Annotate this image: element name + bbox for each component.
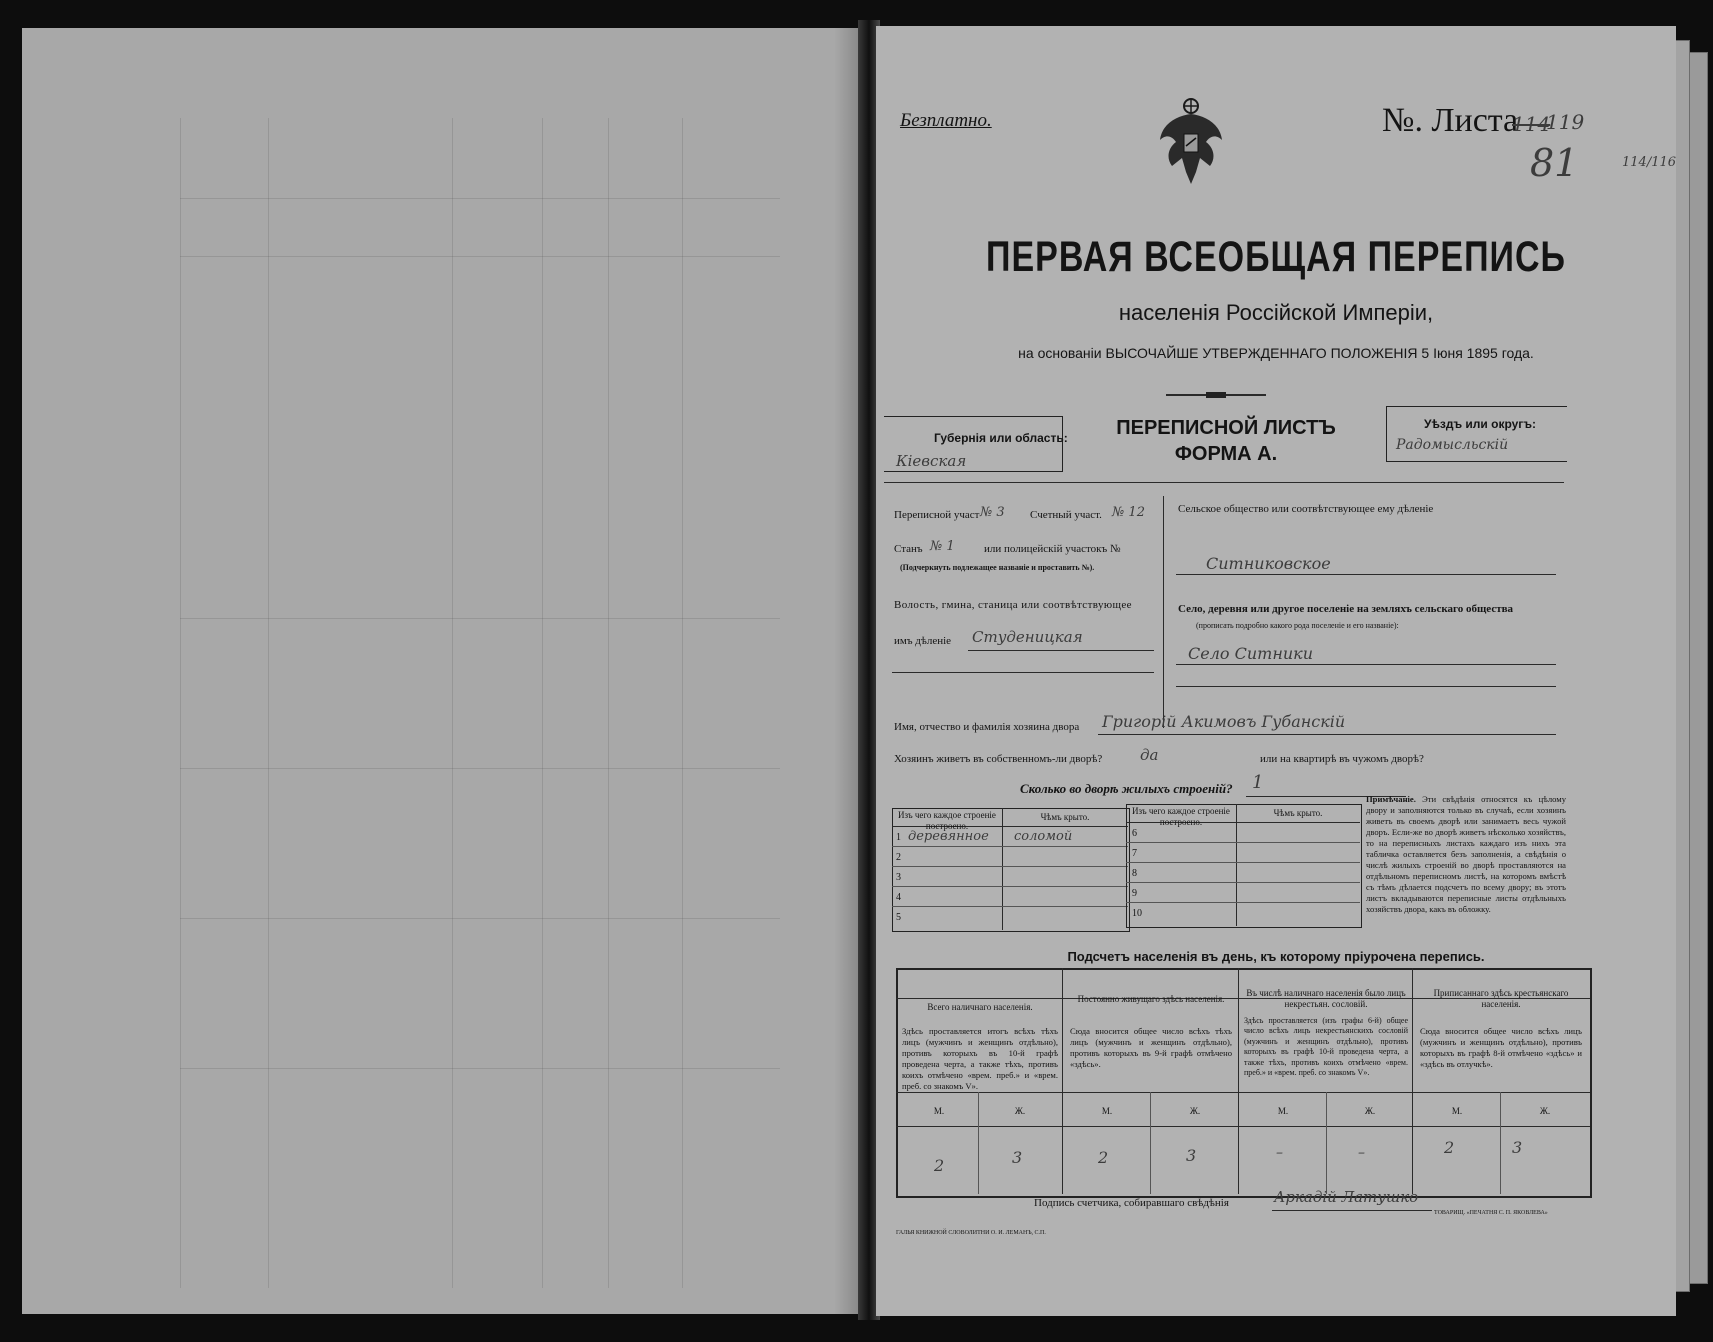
signature-value: Аркадій Латушко bbox=[1274, 1188, 1419, 1206]
document-title: ПЕРВАЯ ВСЕОБЩАЯ ПЕРЕПИСЬ bbox=[986, 233, 1566, 281]
count-title: Подсчетъ населенія въ день, къ которому пріурочена перепись. bbox=[1067, 949, 1485, 964]
field-line bbox=[1098, 734, 1556, 735]
row-number: 5 bbox=[896, 912, 901, 923]
ornament-rule bbox=[1206, 392, 1226, 398]
owner-lives-label: Хозяинъ живетъ въ собственномъ-ли дворѣ? bbox=[894, 753, 1103, 765]
underline-note: (Подчеркнуть подлежащее названіе и проставить №). bbox=[900, 563, 1095, 572]
divider bbox=[884, 482, 1564, 483]
volost-label-2: имъ дѣленіе bbox=[894, 635, 952, 647]
printer-right: ТОВАРИЩ. «ПЕЧАТНЯ С. П. ЯКОВЛЕВА» bbox=[1434, 1210, 1548, 1216]
buildings-label: Сколько во дворѣ жилыхъ строеній? bbox=[1020, 781, 1233, 796]
selo-label: Село, деревня или другое поселеніе на земляхъ сельскаго общества bbox=[1178, 603, 1514, 615]
selo-value: Село Ситники bbox=[1188, 644, 1314, 663]
note-lead: Примѣчаніе. bbox=[1366, 794, 1416, 804]
free-label: Безплатно. bbox=[900, 110, 992, 131]
note-body: Эти свѣдѣнія относятся къ цѣлому двору и заполняются только въ случаѣ, если хозяинъ живетъ въ своемъ дворѣ или занимаетъ весь чужой дворъ. Если-же во дворѣ живетъ нѣсколько хозяйствъ, то на переписныхъ листахъ каждаго изъ нихъ эта табличка оставляется безъ заполненія, а свѣдѣнія о числѣ жилыхъ строеній во дворѣ проставляются на отдѣльномъ переписномъ листѣ, на которомъ вмѣстѣ съ тѣмъ дѣлается подсчетъ по всему двору; въ этотъ листъ вкладываются переписные листы отдѣльныхъ хозяйствъ двора, какъ въ обложку. bbox=[1366, 794, 1566, 914]
count-male-value: 2 bbox=[934, 1156, 945, 1175]
field-line bbox=[968, 650, 1154, 651]
count-col-head: Приписаннаго здѣсь крестьянскаго населенія. bbox=[1433, 988, 1569, 1009]
row-number: 9 bbox=[1132, 888, 1137, 899]
field-line bbox=[1176, 686, 1556, 687]
building-roof: соломой bbox=[1014, 829, 1073, 844]
field-line bbox=[892, 672, 1154, 673]
gubernia-value: Кіевская bbox=[896, 452, 967, 470]
row-number: 3 bbox=[896, 872, 901, 883]
stan-number: № 1 bbox=[930, 539, 955, 554]
male-label: М. bbox=[933, 1106, 945, 1116]
count-female-value: 3 bbox=[1012, 1148, 1023, 1167]
schetny-number: № 12 bbox=[1112, 505, 1145, 520]
owner-name-label: Имя, отчество и фамилія хозяина двора bbox=[894, 721, 1080, 733]
uchastok-label: Переписной участ bbox=[894, 509, 980, 521]
count-col-desc: Здѣсь проставляется итогъ всѣхъ тѣхъ лицъ (мужчинъ и женщинъ отдѣльно), противъ которыхъ въ 10-й графѣ проведена черта, а также тѣхъ, противъ коихъ отмѣчено «врем. преб.» и «врем. преб. со знакомъ V». bbox=[902, 1026, 1058, 1091]
count-col-desc: Сюда вносится общее число всѣхъ лицъ (мужчинъ и женщинъ отдѣльно), противъ которыхъ въ графѣ 8-й отмѣчено «здѣсь» и «здѣсь въ отлучкѣ». bbox=[1420, 1026, 1582, 1069]
volost-value: Студеницкая bbox=[972, 628, 1083, 646]
row-number: 8 bbox=[1132, 868, 1137, 879]
male-label: М. bbox=[1451, 1106, 1463, 1116]
uezd-box bbox=[1386, 406, 1567, 462]
folio-number: 81 bbox=[1530, 141, 1579, 185]
document-subtitle: населенія Россійской Имперіи, bbox=[1118, 300, 1434, 325]
field-line bbox=[1176, 574, 1556, 575]
owner-lives-alt: или на квартирѣ въ чужомъ дворѣ? bbox=[1260, 753, 1424, 765]
printer-left: ГАЛЬЯ КНИЖНОЙ СЛОВОЛИТНИ О. И. ЛЕМАНЪ, С.П. bbox=[896, 1230, 1046, 1236]
male-label: М. bbox=[1277, 1106, 1289, 1116]
obshchestvo-value: Ситниковское bbox=[1206, 554, 1331, 573]
police-label: или полицейскій участокъ № bbox=[984, 543, 1121, 555]
female-label: Ж. bbox=[1014, 1106, 1026, 1116]
row-number: 1 bbox=[896, 832, 901, 843]
sheet-number-label: №. Листа bbox=[1382, 102, 1519, 139]
col-roof-header: Чѣмъ крыто. bbox=[1040, 812, 1090, 822]
row-number: 10 bbox=[1132, 908, 1142, 919]
note-text bbox=[1366, 794, 1566, 915]
row-number: 4 bbox=[896, 892, 901, 903]
stan-label: Станъ bbox=[894, 543, 923, 555]
male-label: М. bbox=[1101, 1106, 1113, 1116]
count-male-value: 2 bbox=[1444, 1138, 1455, 1157]
divider bbox=[1163, 496, 1164, 728]
count-female-value: 3 bbox=[1512, 1138, 1523, 1157]
selo-hint: (прописать подробно какого рода поселеніе и его названіе): bbox=[1196, 621, 1399, 630]
col-material-header: Изъ чего каждое строеніе построено. bbox=[1132, 806, 1230, 827]
legal-basis: на основаніи ВЫСОЧАЙШЕ УТВЕРЖДЕННАГО ПОЛОЖЕНІЯ 5 Іюня 1895 года. bbox=[1018, 345, 1534, 361]
form-type: ФОРМА А. bbox=[1174, 443, 1278, 465]
count-col-head: Въ числѣ наличнаго населенія было лицъ некрестьян. сословій. bbox=[1246, 988, 1406, 1009]
count-female-value: – bbox=[1358, 1145, 1365, 1161]
volost-label: Волость, гмина, станица или соотвѣтствующее bbox=[894, 599, 1132, 611]
female-label: Ж. bbox=[1364, 1106, 1376, 1116]
count-col-head: Постоянно живущаго здѣсь населенія. bbox=[1077, 994, 1225, 1004]
schetny-label: Счетный участ. bbox=[1030, 509, 1102, 521]
form-heading: ПЕРЕПИСНОЙ ЛИСТЪ bbox=[1116, 417, 1336, 439]
left-page bbox=[22, 28, 868, 1314]
count-col-desc: Здѣсь проставляется (изъ графы 6-й) общее число всѣхъ лицъ некрестьянскихъ сословій (мужчинъ и женщинъ отдѣльно), противъ которыхъ въ графѣ 10-й проведена черта, а также тѣхъ, противъ коихъ отмѣчено «врем. преб.» и «врем. преб. со знакомъ V». bbox=[1244, 1016, 1408, 1078]
count-col-desc: Сюда вносится общее число всѣхъ тѣхъ лицъ (мужчинъ и женщинъ отдѣльно), противъ которыхъ въ 9-й графѣ отмѣчено «здѣсь». bbox=[1070, 1026, 1232, 1069]
margin-note: 114/116 bbox=[1622, 155, 1677, 170]
signature-line bbox=[1272, 1210, 1432, 1211]
owner-name-value: Григорій Акимовъ Губанскій bbox=[1102, 712, 1346, 731]
uchastok-number: № 3 bbox=[980, 505, 1005, 520]
row-number: 6 bbox=[1132, 828, 1137, 839]
field-line bbox=[1176, 664, 1556, 665]
buildings-value: 1 bbox=[1252, 772, 1264, 793]
sheet-number-struck: 114 bbox=[1512, 112, 1551, 136]
count-male-value: – bbox=[1276, 1145, 1283, 1161]
female-label: Ж. bbox=[1539, 1106, 1551, 1116]
female-label: Ж. bbox=[1189, 1106, 1201, 1116]
count-male-value: 2 bbox=[1098, 1148, 1109, 1167]
count-female-value: 3 bbox=[1186, 1146, 1197, 1165]
obshchestvo-label: Сельское общество или соотвѣтствующее ему дѣленіе bbox=[1178, 503, 1434, 515]
uezd-label: Уѣздъ или округъ: bbox=[1424, 417, 1537, 431]
row-number: 7 bbox=[1132, 848, 1137, 859]
count-col-head: Всего наличнаго населенія. bbox=[927, 1002, 1033, 1012]
col-roof-header: Чѣмъ крыто. bbox=[1273, 808, 1323, 818]
uezd-value: Радомысльскій bbox=[1396, 437, 1509, 453]
owner-lives-value: да bbox=[1140, 746, 1159, 764]
signature-label: Подпись счетчика, собиравшаго свѣдѣнія bbox=[1034, 1197, 1229, 1209]
double-eagle-emblem-icon bbox=[1156, 96, 1226, 190]
col-material-header: Изъ чего каждое строеніе построено. bbox=[898, 810, 996, 831]
sheet-number-value: 119 bbox=[1546, 110, 1585, 134]
row-number: 2 bbox=[896, 852, 901, 863]
building-material: деревянное bbox=[908, 829, 989, 844]
gubernia-label: Губернія или область: bbox=[934, 431, 1068, 445]
census-sheet bbox=[876, 26, 1676, 1316]
